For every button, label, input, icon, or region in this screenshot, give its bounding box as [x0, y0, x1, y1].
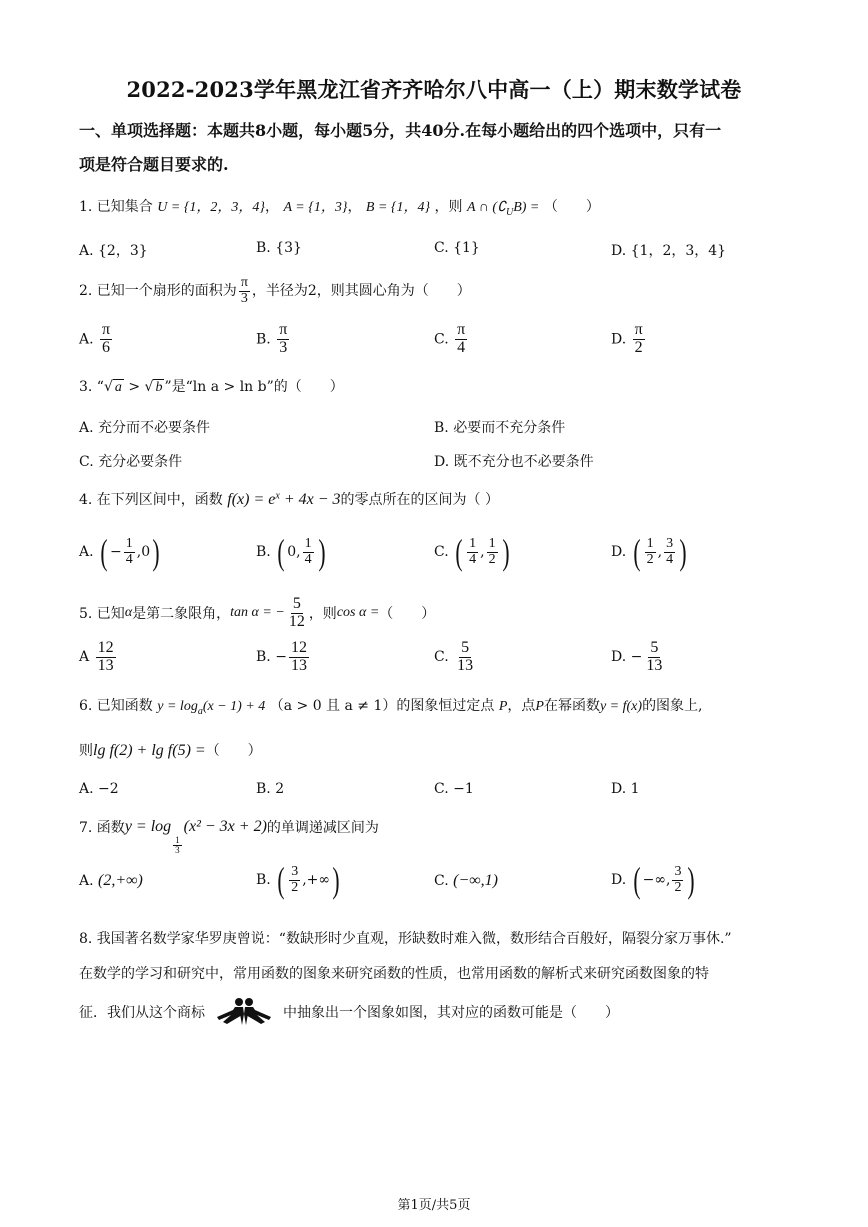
question-3: 3. “√ a > √ b ”是“ln a > ln b”的（ ）	[79, 379, 344, 395]
q6-condition: （a > 0 且 a ≠ 1）	[269, 698, 397, 714]
q1-tail: （ ）	[543, 199, 600, 215]
q1-expr: A ∩ (∁	[467, 200, 506, 215]
q3-option-c[interactable]: C. 充分必要条件	[79, 454, 183, 470]
q1-option-a[interactable]: A. {2，3}	[79, 243, 148, 259]
q1-expr-end: B) =	[513, 200, 540, 215]
q4-option-c[interactable]: C. ( $\frac{1}{4}$ , $\frac{1}{2}$ )	[434, 532, 510, 572]
q4-option-d[interactable]: D. ( $\frac{1}{2}$ , $\frac{3}{4}$ )	[611, 532, 687, 572]
q7-option-c[interactable]: C. (−∞,1)	[434, 872, 498, 889]
section-heading	[79, 114, 799, 182]
section-heading-line1: 一、单项选择题：本题共8小题，每小题5分，共40分.在每小题给出的四个选项中，只有一	[79, 121, 722, 140]
q6-expression: lg f(2) + lg f(5) =	[93, 742, 206, 759]
q2-option-a[interactable]: A. $\frac{\pi}{6}$	[79, 321, 111, 356]
question-8: 8. 我国著名数学家华罗庚曾说：“数缺形时少直观，形缺数时难入微，数形结合百般好，隔裂分家万事休.”	[79, 931, 732, 947]
q3-stem: 3. “	[79, 379, 104, 395]
q2-fraction: $\frac{\pi}{3}$	[240, 275, 248, 306]
question-8-line3: 征．我们从这个商标 中抽象出一个图象如图，其对应的函数可能是（ ）	[79, 996, 619, 1030]
q4-stem-end: 的零点所在的区间为（ ）	[340, 492, 499, 508]
q1-option-d[interactable]: D. {1，2，3，4}	[611, 243, 727, 259]
q2-stem-end: ，半径为2，则其圆心角为（ ）	[251, 283, 471, 300]
question-1: 1. 已知集合 U = {1，2，3，4}， A = {1，3}， B = {1，4} ，则 A ∩ $(∁_UB)$ = （ ）	[79, 199, 600, 218]
question-8-line2: 在数学的学习和研究中，常用函数的图象来研究函数的性质，也常用函数的解析式来研究函数图象的特	[79, 966, 709, 982]
q7-option-a[interactable]: A. (2,+∞)	[79, 872, 143, 889]
q4-stem: 4. 在下列区间中，函数	[79, 492, 223, 508]
q5-option-b[interactable]: B. − $\frac{12}{13}$	[256, 639, 307, 674]
q6-func: y = log	[157, 699, 198, 714]
q4-option-b[interactable]: B. ( 0, $\frac{1}{4}$ )	[256, 532, 326, 572]
exam-title: 2022-2023学年黑龙江省齐齐哈尔八中高一（上）期末数学试卷	[126, 77, 742, 102]
q1-option-b[interactable]: B. {3}	[256, 240, 302, 256]
q1-mid: ，则	[434, 199, 463, 215]
question-4: 4. 在下列区间中，函数 $f(x) = e^x + 4x - 3$的零点所在的区间为（ ）	[79, 490, 499, 508]
q3-stem-end: ”是“ln a > ln b”的（ ）	[164, 379, 344, 395]
q6-option-a[interactable]: A. −2	[79, 781, 119, 797]
q7-option-d[interactable]: D. ( −∞, $\frac{3}{2}$ )	[611, 860, 696, 900]
q1-stem: 1. 已知集合	[79, 199, 153, 215]
question-6: 6. 已知函数 $y = \log_a(x - 1) + 4$ （a > 0 且 a ≠ 1）的图象恒过定点 P，点P在幂函数y = f(x)的图象上,	[79, 698, 703, 717]
q5-option-c[interactable]: C. $\frac{5}{13}$	[434, 639, 474, 674]
q3-option-b[interactable]: B. 必要而不充分条件	[434, 420, 566, 436]
page-footer: 第1页/共5页	[397, 1198, 471, 1213]
q5-stem: 5. 已知	[79, 606, 125, 623]
q5-tan: tan α = −	[230, 605, 285, 621]
q6-option-d[interactable]: D. 1	[611, 781, 640, 797]
q2-option-c[interactable]: C. $\frac{\pi}{4}$	[434, 321, 466, 356]
q2-stem: 2. 已知一个扇形的面积为	[79, 283, 237, 300]
q6-option-b[interactable]: B. 2	[256, 781, 285, 797]
q3-sqrt-b: b	[155, 380, 163, 395]
q6-option-c[interactable]: C. −1	[434, 781, 474, 797]
q1-set-b: B = {1，4}	[365, 200, 431, 215]
q2-option-b[interactable]: B. $\frac{\pi}{3}$	[256, 321, 288, 356]
q1-option-c[interactable]: C. {1}	[434, 240, 480, 256]
kappa-logo-image	[213, 996, 275, 1030]
q5-cos: cos α =	[336, 605, 380, 621]
q3-option-a[interactable]: A. 充分而不必要条件	[79, 420, 211, 436]
question-2	[79, 276, 471, 306]
q3-sqrt-a: a	[114, 380, 122, 395]
question-7: 7. 函数y = log $\frac{1}{3}$ (x² − 3x + 2)的单调递减区间为	[79, 818, 379, 856]
q1-expr-sub: U	[505, 206, 514, 218]
q1-set-a: A = {1，3}	[283, 200, 348, 215]
q7-option-b[interactable]: B. ( $\frac{3}{2}$ ,+∞)	[256, 860, 340, 900]
q6-power-func: y = f(x)	[599, 699, 643, 714]
q7-stem: 7. 函数	[79, 820, 125, 836]
q6-stem: 6. 已知函数	[79, 698, 153, 714]
q4-option-a[interactable]: A. ( − $\frac{1}{4}$ ,0)	[79, 532, 160, 572]
q3-option-d[interactable]: D. 既不充分也不必要条件	[434, 454, 594, 470]
q7-func: y = log	[124, 818, 172, 835]
section-heading-line2: 项是符合题目要求的.	[79, 155, 229, 174]
q1-set-u: U = {1，2，3，4}	[157, 200, 266, 215]
q2-option-d[interactable]: D. $\frac{\pi}{2}$	[611, 321, 643, 356]
q5-option-d[interactable]: D. − $\frac{5}{13}$	[611, 639, 663, 674]
question-5: 5. 已知α是第二象限角，tan α = − $\frac{5}{12}$ ，则cos α =（ ）	[79, 595, 436, 630]
q5-option-a[interactable]: A $\frac{12}{13}$	[79, 639, 114, 674]
question-6-line2: 则lg f(2) + lg f(5) =（ ）	[79, 742, 262, 759]
q4-func: f(x) = e	[227, 491, 276, 508]
